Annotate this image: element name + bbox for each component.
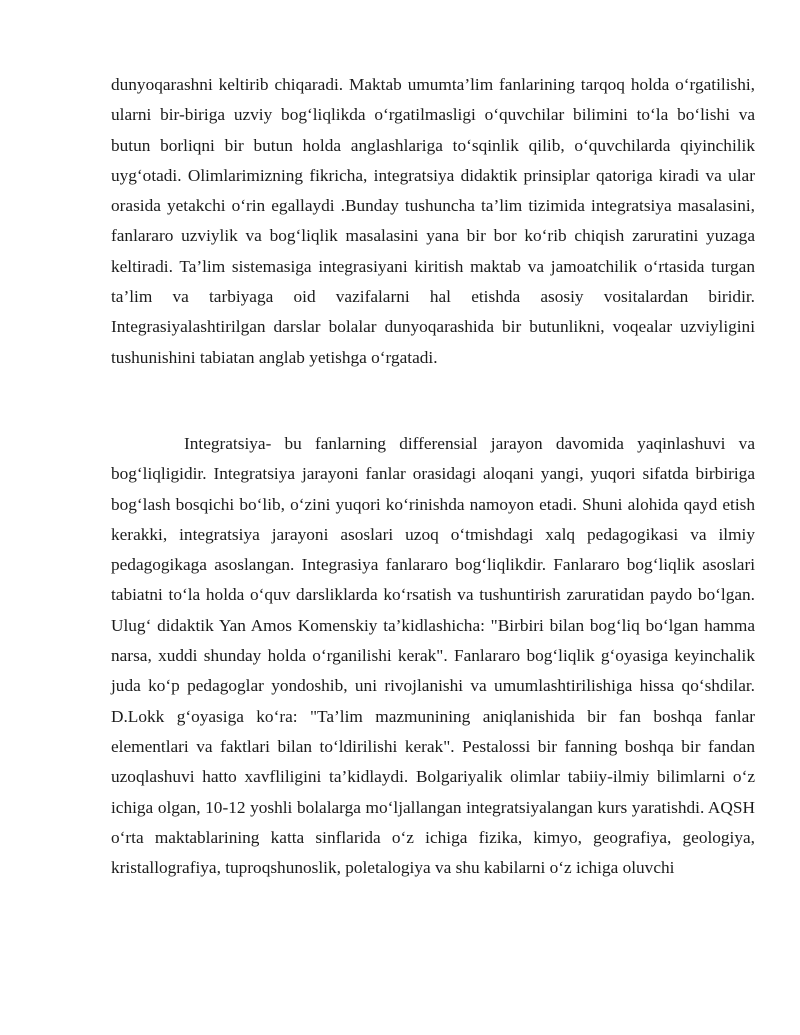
paragraph-continuation: [111, 70, 755, 373]
paragraph-text: dunyoqarashni keltirib chiqaradi. Maktab umumta’lim fanlarining tarqoq holda o‘rgatilishi, ularni bir-biriga uzviy bog‘liqlikda o‘rgatilmasligi o‘quvchilar bilimini to‘la bo‘lishi va butun borliqni bir butun holda anglashlariga to‘sqinlik qilib, o‘quvchilarda qiyinchilik uyg‘otadi. Olimlarimizning fikricha, integratsiya didaktik prinsiplar qatoriga kiradi va ular orasida yetakchi o‘rin egallaydi .Bunday tushuncha ta’lim tizimida integratsiya masalasini, fanlararo uzviylik va bog‘liqlik masalasini yana bir bor ko‘rib chiqish zaruratini yuzaga keltiradi. Ta’lim sistemasiga integrasiyani kiritish maktab va jamoatchilik o‘rtasida turgan ta’lim va tarbiyaga oid vazifalarni hal etishda asosiy vositalardan biridir. Integrasiyalashtirilgan darslar bolalar dunyoqarashida bir butunlikni, voqealar uzviyligini tushunishini tabiatan anglab yetishga o‘rgatadi.: [111, 75, 755, 367]
paragraph-text: Integratsiya- bu fanlarning differensial jarayon davomida yaqinlashuvi va bog‘liqligidir. Integratsiya jarayoni fanlar orasidagi aloqani yangi, yuqori sifatda birbiriga bog‘lash bosqichi bo‘lib, o‘zini yuqori ko‘rinishda namoyon etadi. Shuni alohida qayd etish kerakki, integratsiya jarayoni asoslari uzoq o‘tmishdagi xalq pedagogikasi va ilmiy pedagogikaga asoslangan. Integrasiya fanlararo bog‘liqlikdir. Fanlararo bog‘liqlik asoslari tabiatni to‘la holda o‘quv darsliklarda ko‘rsatish va tushuntirish zaruratidan paydo bo‘lgan. Ulug‘ didaktik Yan Amos Komenskiy ta’kidlashicha: "Birbiri bilan bog‘liq bo‘lgan hamma narsa, xuddi shunday holda o‘rganilishi kerak". Fanlararo bog‘liqlik g‘oyasiga keyinchalik juda ko‘p pedagoglar yondoshib, uni rivojlanishi va umumlashtirilishiga hissa qo‘shdilar. D.Lokk g‘oyasiga ko‘ra: "Ta’lim mazmunining aniqlanishida bir fan boshqa fanlar elementlari va faktlari bilan to‘ldirilishi kerak". Pestalossi bir fanning boshqa bir fandan uzoqlashuvi hatto xavfliligini ta’kidlaydi. Bolgariyalik olimlar tabiiy-ilmiy bilimlarni o‘z ichiga olgan, 10-12 yoshli bolalarga mo‘ljallangan integratsiyalangan kurs yaratishdi. AQSH o‘rta maktablarining katta sinflarida o‘z ichiga fizika, kimyo, geografiya, geologiya, kristallografiya, tuproqshunoslik, poletalogiya va shu kabilarni o‘z ichiga oluvchi: [111, 434, 755, 878]
paragraph-integratsiya: [111, 429, 755, 883]
